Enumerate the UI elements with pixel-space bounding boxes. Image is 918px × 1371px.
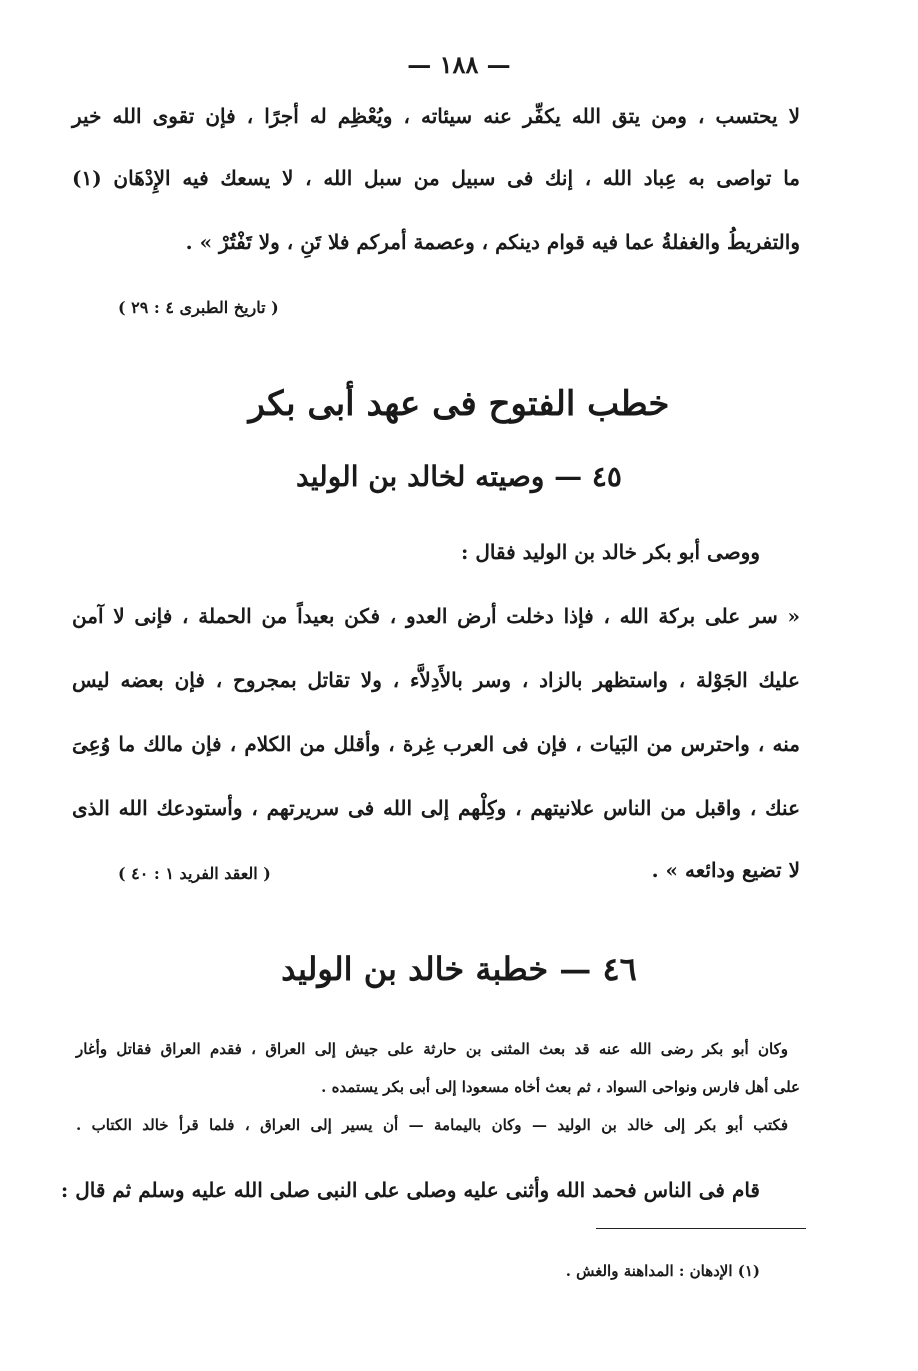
- item-46-line-3: فكتب أبو بكر إلى خالد بن الوليد — وكان باليمامة — أن يسير إلى العراق ، فلما قرأ خالد الكتاب .: [76, 1116, 788, 1134]
- item-45-heading: ٤٥ — وصيته لخالد بن الوليد: [296, 460, 622, 493]
- item-45-line-4: عنك ، واقبل من الناس علانيتهم ، وكِلْهم إلى الله فى سريرتهم ، وأستودعك الله الذى: [72, 796, 800, 820]
- item-45-intro-line: ووصى أبو بكر خالد بن الوليد فقال :: [461, 540, 760, 564]
- page-number: — ١٨٨ —: [407, 50, 511, 79]
- item-45-citation: ( العقد الفريد ١ : ٤٠ ): [118, 864, 271, 883]
- item-45-line-5: لا تضيع ودائعه » .: [651, 858, 800, 882]
- intro-line-1: لا يحتسب ، ومن يتق الله يكفِّر عنه سيئاته ، ويُعْظِم له أجرًا ، فإن تقوى الله خير: [72, 104, 800, 128]
- item-46-heading: ٤٦ — خطبة خالد بن الوليد: [281, 950, 637, 988]
- item-45-line-3: منه ، واحترس من البَيات ، فإن فى العرب غِرة ، وأقلل من الكلام ، فإن مالك ما وُعِىَ: [72, 732, 800, 756]
- intro-line-3: والتفريطُ والغفلةُ عما فيه قوام دينكم ، وعصمة أمركم فلا تَنِ ، ولا تَفْتُرْ » .: [185, 230, 800, 254]
- intro-line-2: ما تواصى به عِباد الله ، إنك فى سبيل من سبل الله ، لا يسعك فيه الإِدْهَان (١): [72, 166, 801, 190]
- item-45-line-1: « سر على بركة الله ، فإذا دخلت أرض العدو ، فكن بعيداً من الحملة ، فإنى لا آمن: [72, 604, 800, 628]
- footnote-divider: [596, 1228, 806, 1229]
- item-45-line-2: عليك الجَوْلة ، واستظهر بالزاد ، وسر بالأَدِلاَّء ، ولا تقاتل بمجروح ، فإن بعضه ليس: [72, 668, 800, 692]
- item-45-intro: [72, 540, 800, 580]
- item-46-line-1: وكان أبو بكر رضى الله عنه قد بعث المثنى بن حارثة على جيش إلى العراق ، فقدم العراق فقاتل وأغار: [76, 1040, 788, 1058]
- intro-citation: ( تاريخ الطبرى ٤ : ٢٩ ): [118, 298, 279, 317]
- item-46-body: [72, 1040, 800, 1140]
- item-46-closing: [60, 1178, 800, 1212]
- section-title: خطب الفتوح فى عهد أبى بكر: [248, 384, 670, 424]
- item-45-body: [72, 604, 800, 894]
- intro-paragraph: [72, 100, 800, 280]
- footnote: (١) الإدهان : المداهنة والغش .: [565, 1262, 760, 1280]
- item-46-closing-line: قام فى الناس فحمد الله وأثنى عليه وصلى على النبى صلى الله عليه وسلم ثم قال :: [60, 1178, 760, 1202]
- item-46-line-2: على أهل فارس ونواحى السواد ، ثم بعث أخاه مسعودا إلى أبى بكر يستمده .: [321, 1078, 800, 1096]
